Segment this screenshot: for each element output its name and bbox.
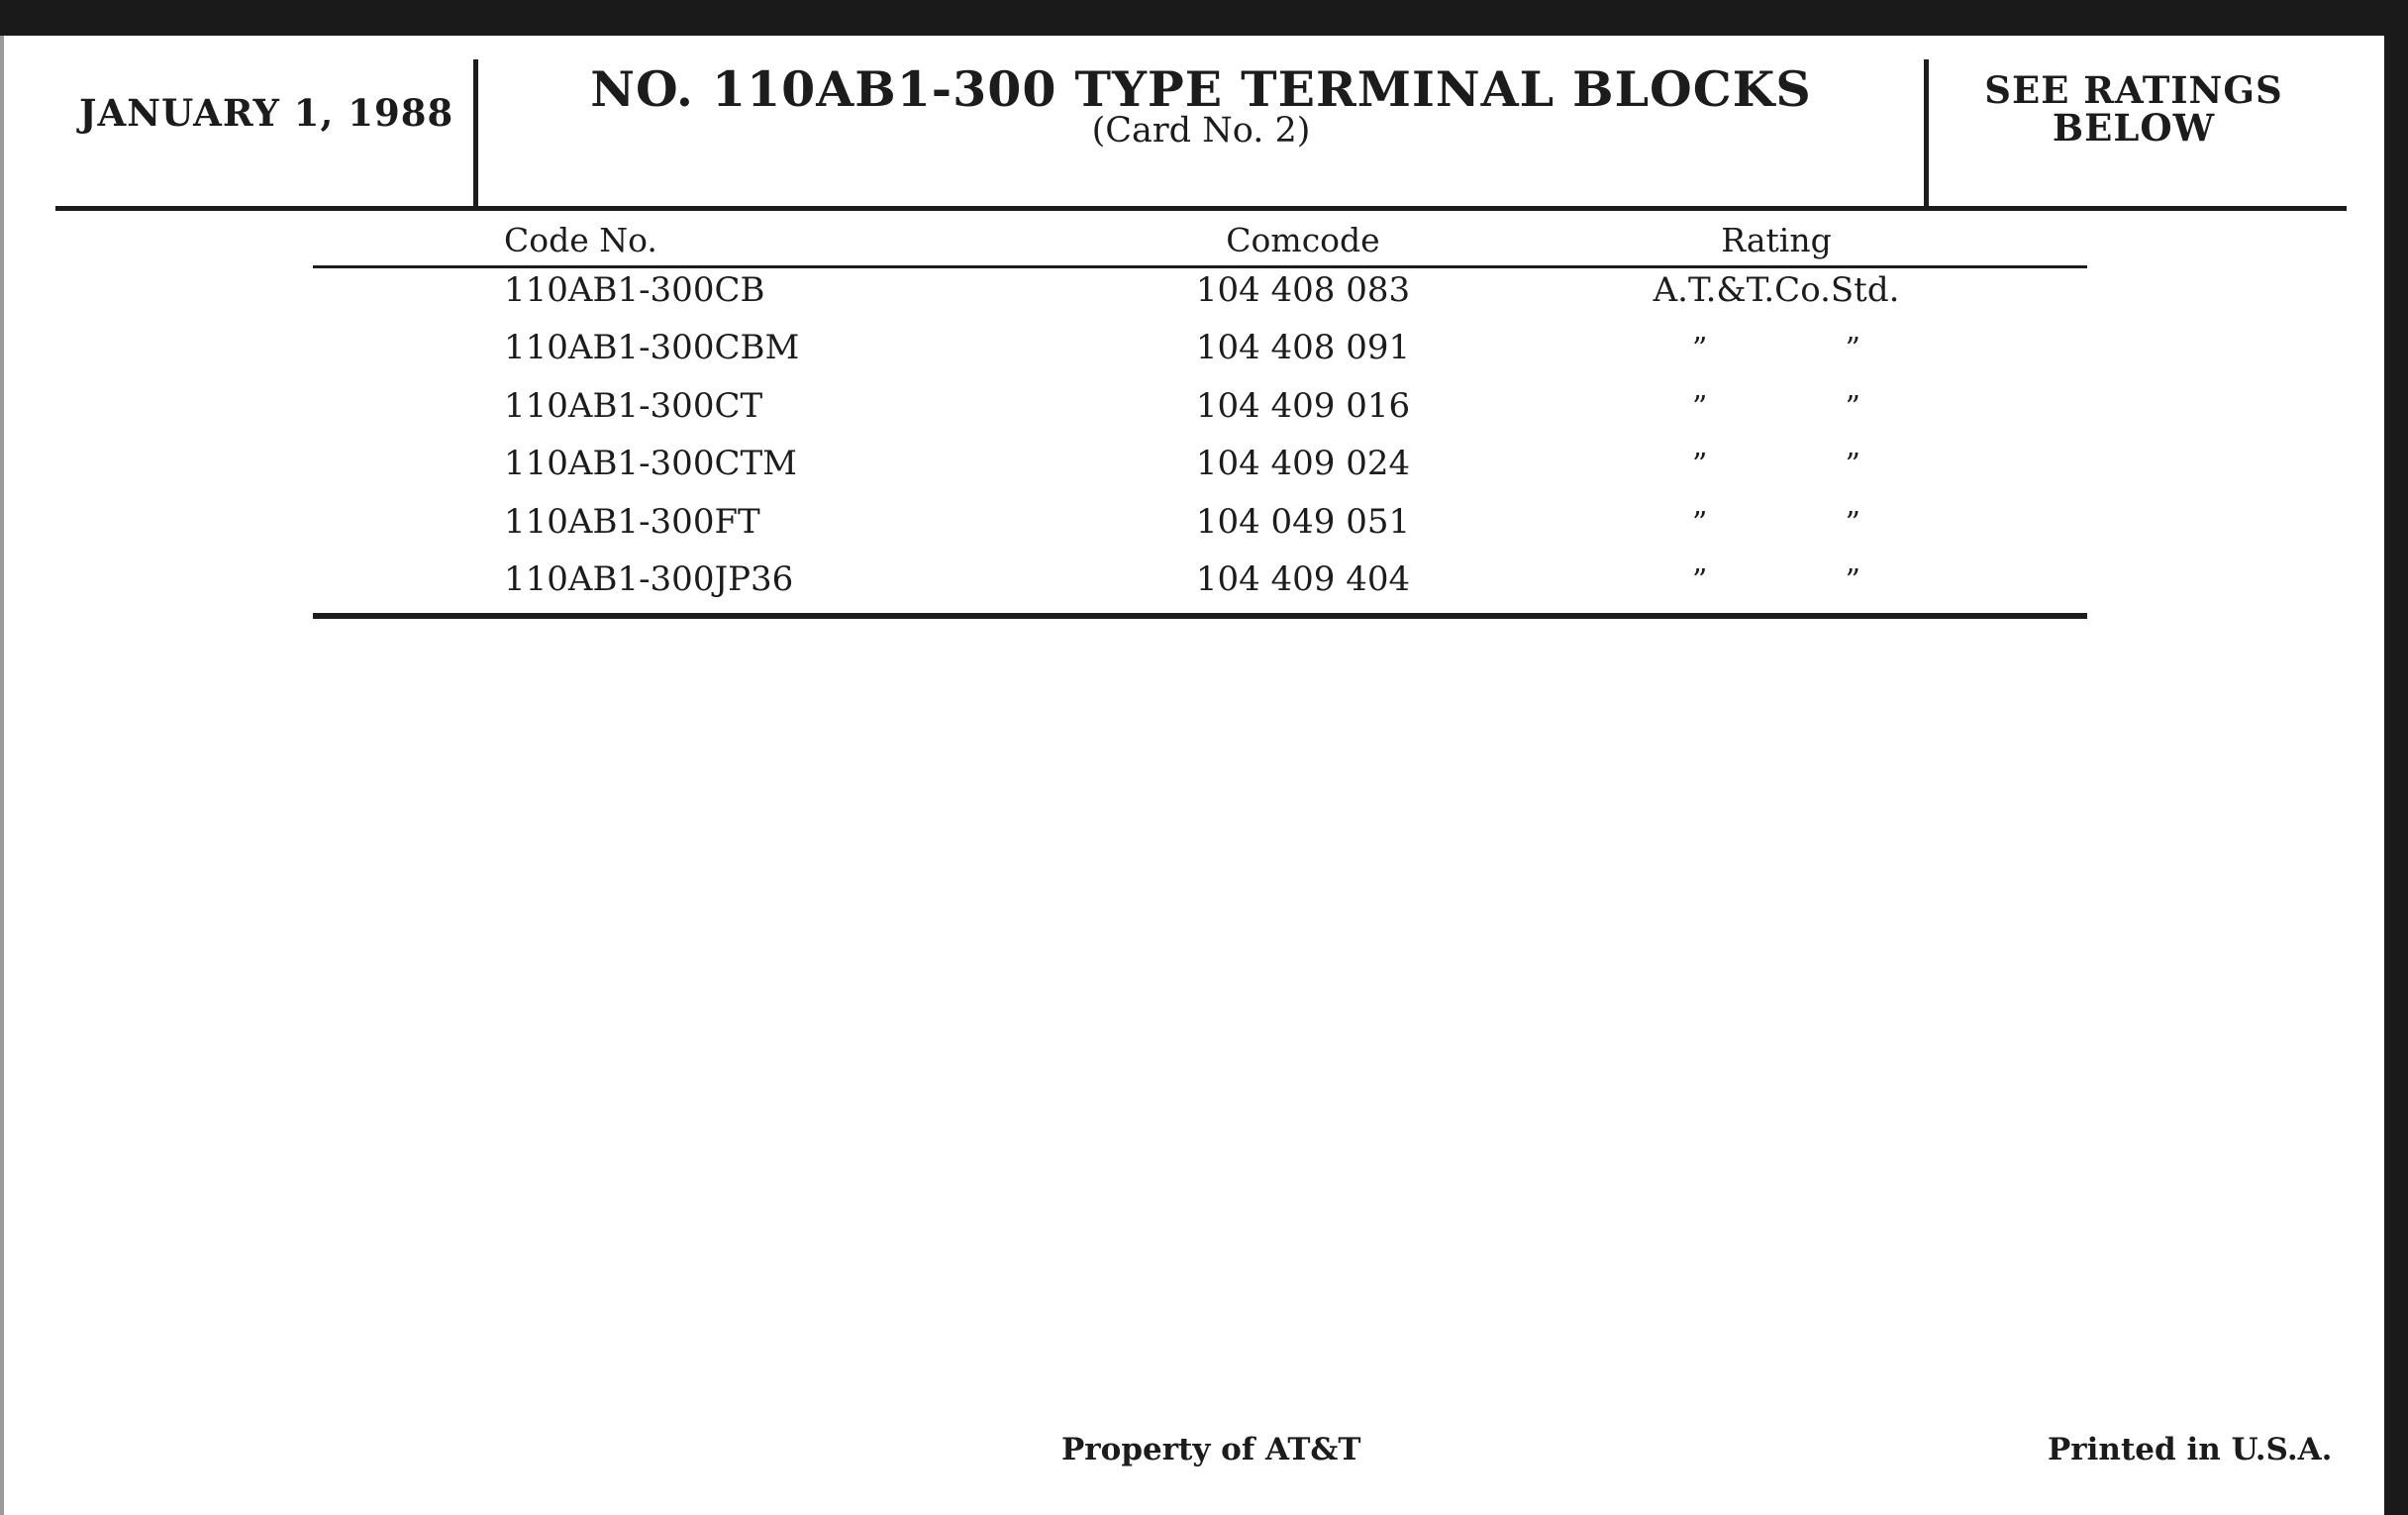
table-row <box>313 384 2087 442</box>
code-cell: 110AB1-300JP36 <box>504 558 794 599</box>
scan-border-right <box>2384 0 2408 1515</box>
card-date: JANUARY 1, 1988 <box>79 91 454 135</box>
ditto-mark: ” <box>1845 448 1860 483</box>
ratings-note-line2: BELOW <box>2052 106 2216 150</box>
ditto-mark: ” <box>1845 389 1860 425</box>
header-rule <box>55 206 2347 211</box>
ditto-mark: ” <box>1692 389 1708 425</box>
ditto-marks <box>1692 444 1860 487</box>
ditto-marks <box>1692 386 1860 430</box>
ditto-mark: ” <box>1845 505 1860 541</box>
footer-printed: Printed in U.S.A. <box>2048 1432 2333 1467</box>
comcode-cell: 104 049 051 <box>1195 501 1411 542</box>
ditto-mark: ” <box>1692 332 1708 367</box>
code-cell: 110AB1-300CBM <box>504 328 800 368</box>
comcode-cell: 104 409 404 <box>1195 558 1411 599</box>
table-row <box>313 326 2087 383</box>
code-cell: 110AB1-300CB <box>504 270 765 310</box>
table-row <box>313 268 2087 326</box>
ditto-mark: ” <box>1845 562 1860 598</box>
ditto-mark: ” <box>1692 505 1708 541</box>
ditto-marks <box>1692 328 1860 371</box>
footer-property: Property of AT&T <box>1061 1432 1361 1467</box>
rating-cell <box>1578 557 1974 603</box>
ratings-note-line1: SEE RATINGS <box>1984 68 2283 112</box>
comcode-cell: 104 408 091 <box>1195 328 1411 368</box>
comcode-cell: 104 408 083 <box>1195 270 1411 310</box>
code-cell: 110AB1-300CT <box>504 385 763 426</box>
card-title: NO. 110AB1-300 TYPE TERMINAL BLOCKS <box>590 60 1812 118</box>
code-cell: 110AB1-300FT <box>504 501 760 542</box>
scan-border-left <box>0 36 4 1515</box>
card-subtitle: (Card No. 2) <box>1091 111 1311 151</box>
table-row <box>313 442 2087 499</box>
ditto-marks <box>1692 502 1860 546</box>
rating-cell <box>1578 500 1974 546</box>
rating-cell <box>1578 326 1974 371</box>
ratings-note <box>1929 68 2339 150</box>
comcode-cell: 104 409 024 <box>1195 444 1411 484</box>
rating-cell <box>1578 442 1974 487</box>
table-header <box>313 216 2087 265</box>
ditto-marks <box>1692 559 1860 603</box>
comcode-cell: 104 409 016 <box>1195 385 1411 426</box>
rating-cell <box>1578 384 1974 430</box>
scan-border-top <box>0 0 2384 36</box>
code-table <box>313 216 2087 615</box>
table-row <box>313 500 2087 557</box>
code-cell: 110AB1-300CTM <box>504 444 797 484</box>
column-header-comcode: Comcode <box>1226 221 1380 259</box>
column-header-code: Code No. <box>504 221 657 259</box>
ditto-mark: ” <box>1692 562 1708 598</box>
rating-cell: A.T.&T.Co.Std. <box>1653 270 1900 310</box>
column-header-rating: Rating <box>1721 221 1832 259</box>
table-row <box>313 557 2087 615</box>
ditto-mark: ” <box>1845 332 1860 367</box>
ditto-mark: ” <box>1692 448 1708 483</box>
table-bottom-rule <box>313 613 2087 619</box>
